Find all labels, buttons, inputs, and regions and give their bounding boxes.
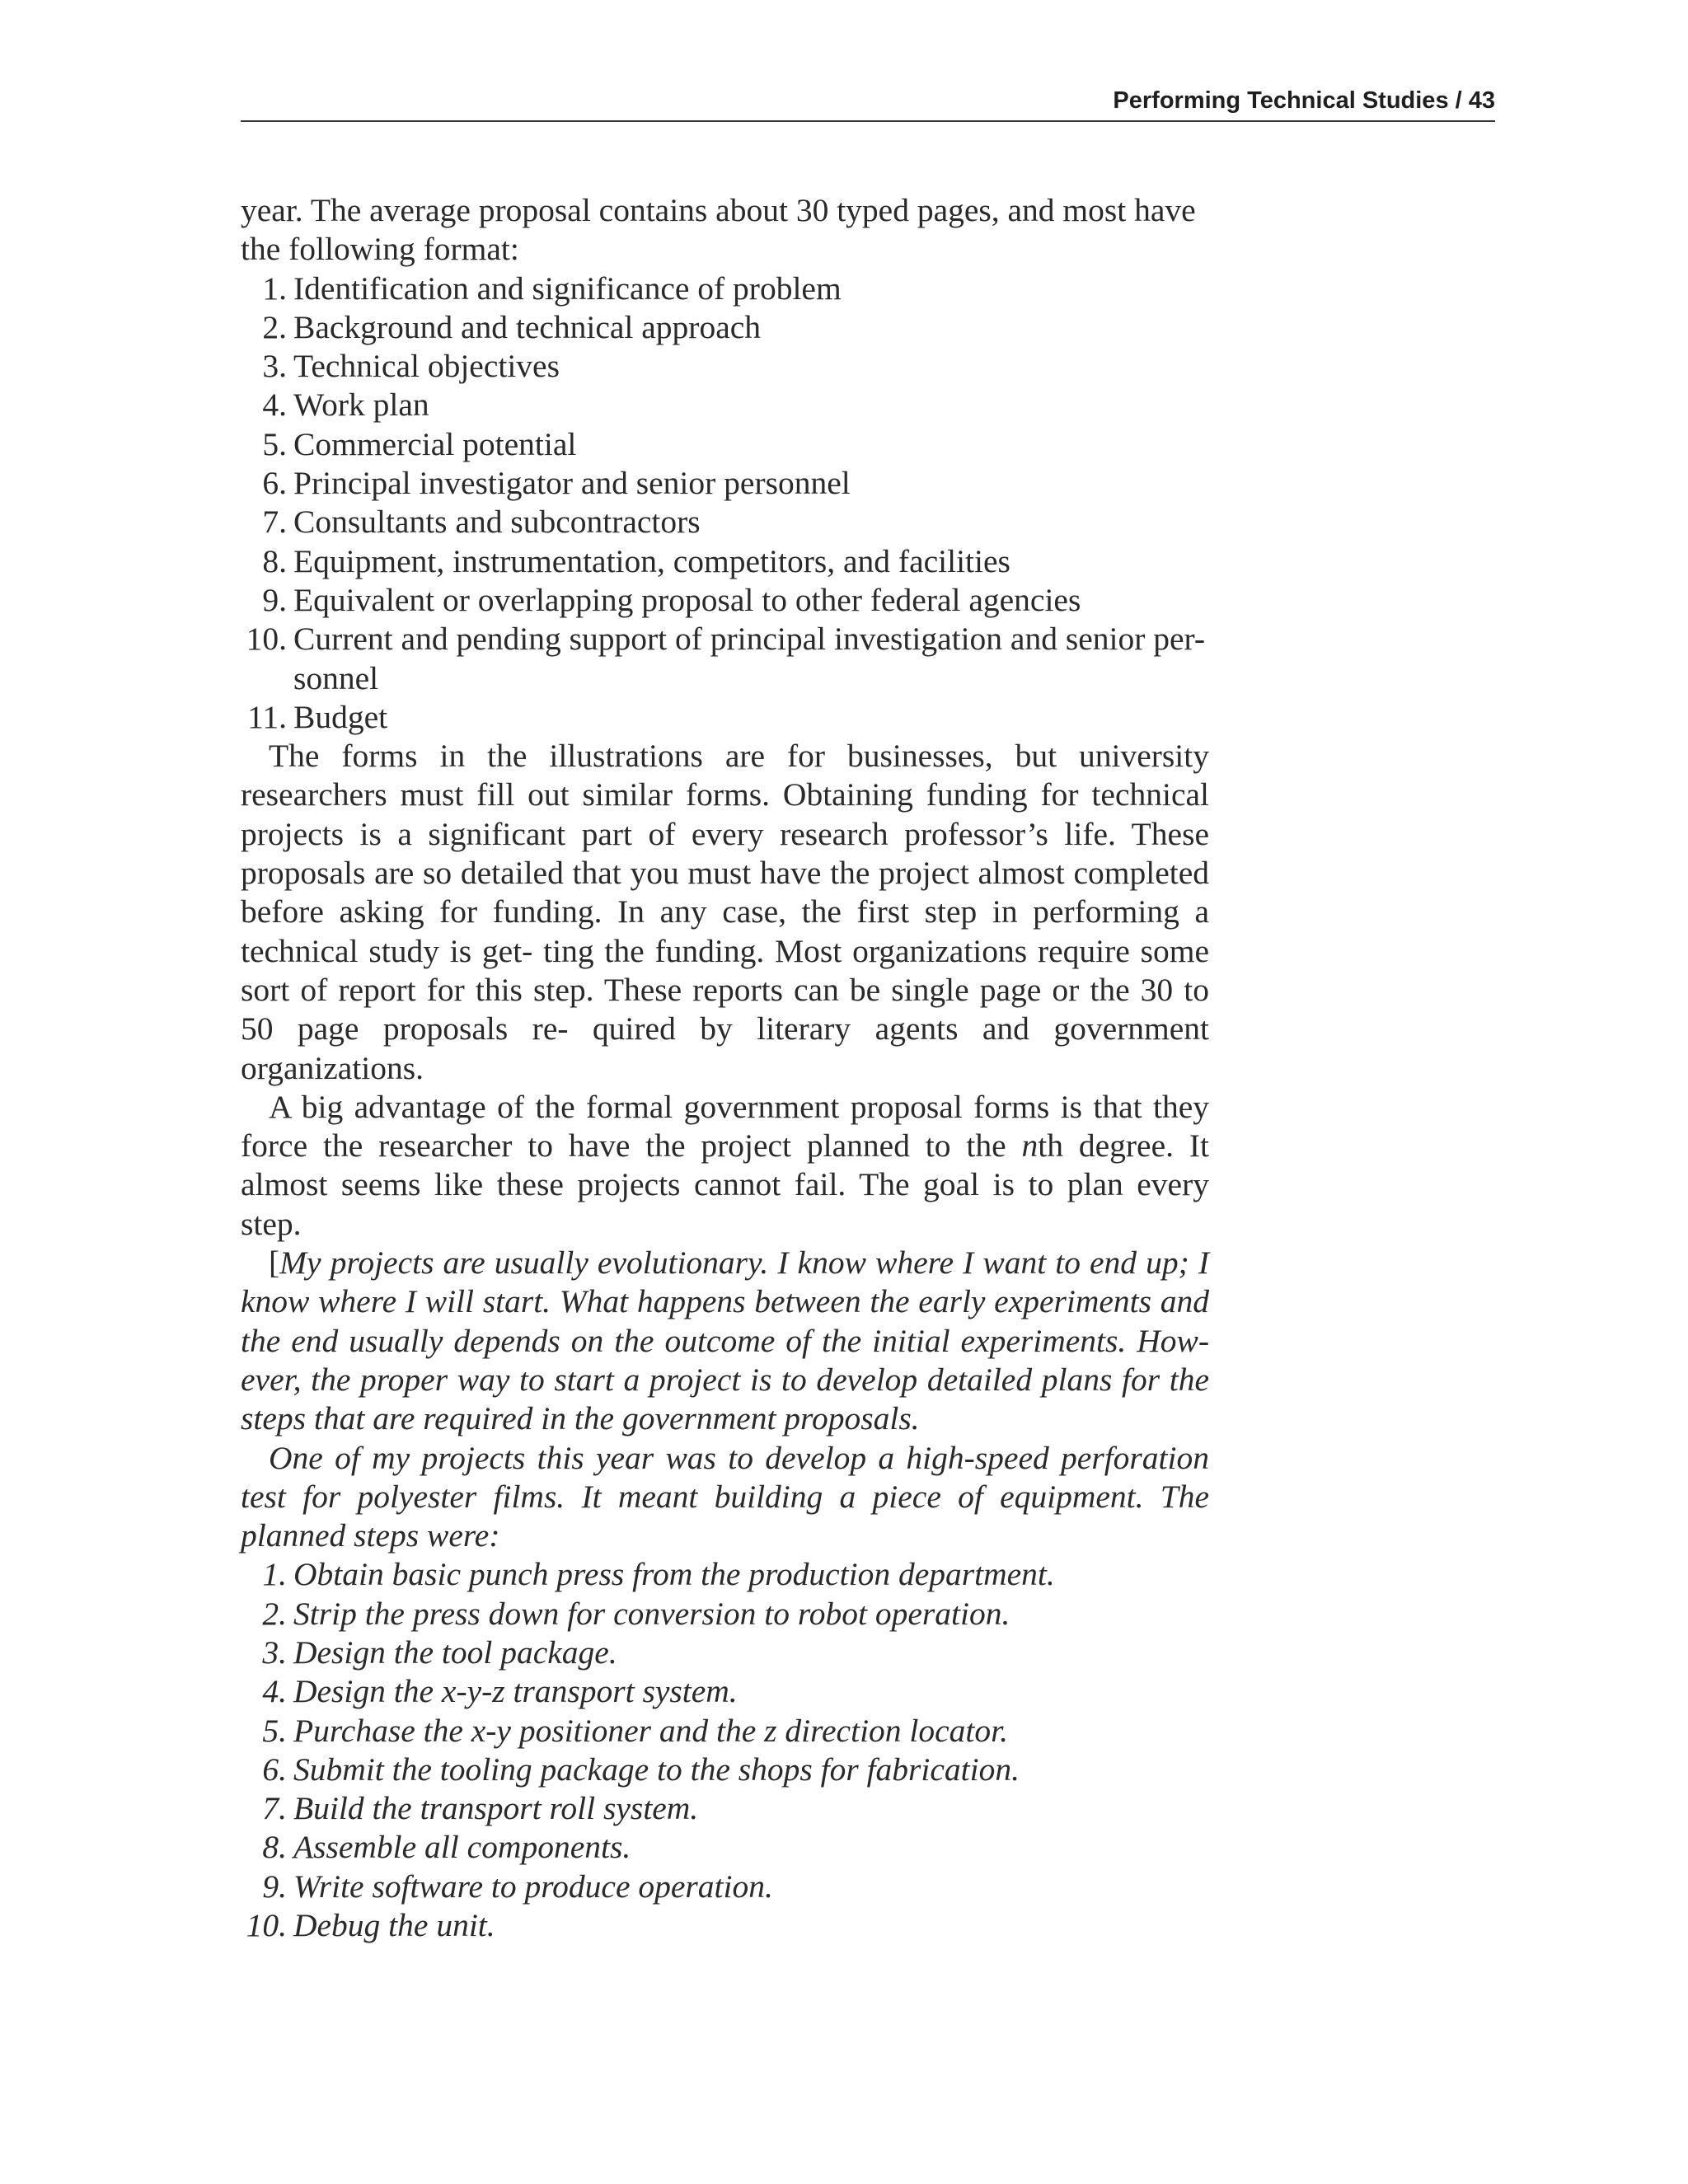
intro-paragraph: year. The average proposal contains about 30 typed pages, and most have the following format:	[241, 192, 1196, 268]
list-number: 11.	[247, 698, 287, 735]
advantage-text-start: A big advantage of the formal government proposal forms is that they force the researcher to have the project planned to the	[241, 1088, 1209, 1165]
evolutionary-paragraph	[241, 1244, 1209, 1438]
list-item	[241, 1672, 1209, 1711]
body-text	[241, 191, 1209, 1945]
list-item	[241, 1868, 1209, 1906]
list-item	[241, 620, 1209, 698]
list-text: Background and technical approach	[293, 308, 762, 345]
planned-steps-list	[241, 1555, 1209, 1945]
list-item	[241, 347, 1209, 386]
running-head: Performing Technical Studies / 43	[241, 84, 1495, 122]
list-text: Build the transport roll system.	[293, 1790, 699, 1827]
nth-n-italic: n	[1021, 1127, 1039, 1165]
list-item	[241, 425, 1209, 464]
list-number: 5.	[262, 425, 287, 462]
list-item	[241, 581, 1209, 620]
list-item	[241, 308, 1209, 347]
advantage-text-end: th degree. It almost seems like these projects cannot fail. The goal is to plan every step.	[241, 1127, 1209, 1242]
proposal-format-list	[241, 269, 1209, 738]
list-number: 10.	[246, 1907, 287, 1944]
list-text: Identification and significance of problem	[293, 269, 842, 307]
forms-paragraph: The forms in the illustrations are for businesses, but university researchers must fill out similar forms. Obtaining funding for technical projects is a significant part of every research professor’s life. These proposals are so detailed that you must have the project almost completed before asking for funding. In any case, the first step in performing a technical study is get- ting the funding. Most organizations require some sort of report for this step. These reports can be single page or the 30 to 50 page proposals re- quired by literary agents and government organizations.	[241, 738, 1209, 1086]
list-number: 9.	[262, 1868, 287, 1905]
list-number: 6.	[262, 1750, 287, 1788]
list-item	[241, 1789, 1209, 1828]
list-text: Technical objectives	[293, 348, 560, 385]
list-text: Equivalent or overlapping proposal to other federal agencies	[293, 581, 1081, 618]
list-text: Purchase the x-y positioner and the z direction locator.	[293, 1712, 1009, 1749]
list-item	[241, 1828, 1209, 1867]
list-text: Budget	[293, 698, 388, 735]
list-text: Commercial potential	[293, 425, 577, 462]
list-number: 4.	[262, 1673, 287, 1710]
list-number: 8.	[262, 1829, 287, 1866]
list-text: Equipment, instrumentation, competitors, and facilities	[293, 542, 1010, 579]
list-item	[241, 503, 1209, 541]
list-text: Write software to produce operation.	[293, 1868, 773, 1905]
list-item	[241, 1555, 1209, 1594]
list-number: 2.	[262, 1595, 287, 1632]
list-item	[241, 1595, 1209, 1633]
list-text: Submit the tooling package to the shops for fabrication.	[293, 1750, 1020, 1788]
list-text: Obtain basic punch press from the production department.	[293, 1556, 1055, 1593]
list-item	[241, 269, 1209, 308]
list-item	[241, 386, 1209, 424]
list-number: 7.	[262, 504, 287, 541]
list-number: 1.	[262, 269, 287, 307]
bracket-open: [	[269, 1244, 280, 1282]
list-number: 2.	[262, 308, 287, 345]
list-number: 5.	[262, 1712, 287, 1749]
evolutionary-text: My projects are usually evolutionary. I know where I want to end up; I know where I will start. What happens between the early experiments and the end usually depends on the outcome of the initial experiments. How- ever, the proper way to start a project is to develop detailed plans for the steps that are required in the government proposals.	[241, 1244, 1209, 1437]
list-number: 3.	[262, 348, 287, 385]
list-number: 7.	[262, 1790, 287, 1827]
list-text: Debug the unit.	[293, 1907, 495, 1944]
list-text: Design the tool package.	[293, 1633, 617, 1671]
list-text: Consultants and subcontractors	[293, 504, 701, 541]
list-number: 3.	[262, 1633, 287, 1671]
list-text: Strip the press down for conversion to robot operation.	[293, 1595, 1010, 1632]
list-text: Work plan	[293, 387, 429, 424]
list-item	[241, 542, 1209, 581]
list-item	[241, 1750, 1209, 1789]
list-item	[241, 698, 1209, 737]
list-item	[241, 1906, 1209, 1945]
list-item	[241, 1633, 1209, 1672]
list-text: Current and pending support of principal investigation and senior per- sonnel	[293, 621, 1206, 696]
list-item	[241, 1712, 1209, 1750]
advantage-paragraph	[241, 1088, 1209, 1244]
list-number: 8.	[262, 542, 287, 579]
list-number: 6.	[262, 465, 287, 502]
list-text: Principal investigator and senior personnel	[293, 465, 851, 502]
list-number: 4.	[262, 387, 287, 424]
perforation-paragraph: One of my projects this year was to develop a high-speed perforation test for polyester films. It meant building a piece of equipment. The planned steps were:	[241, 1439, 1209, 1554]
list-number: 10.	[246, 621, 287, 658]
list-number: 1.	[262, 1556, 287, 1593]
list-number: 9.	[262, 581, 287, 618]
list-item	[241, 464, 1209, 503]
list-text: Assemble all components.	[293, 1829, 631, 1866]
list-text: Design the x-y-z transport system.	[293, 1673, 738, 1710]
